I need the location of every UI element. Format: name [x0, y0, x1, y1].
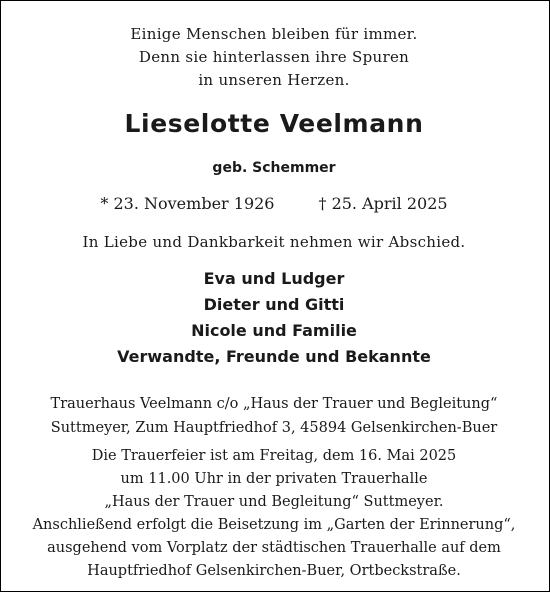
ceremony-line-6: Hauptfriedhof Gelsenkirchen-Buer, Ortbeckstraße.: [87, 563, 461, 579]
mourner-line-3: Nicole und Familie: [191, 321, 357, 340]
ceremony-line-5: ausgehend vom Vorplatz der städtischen Trauerhalle auf dem: [47, 540, 501, 556]
farewell-text: In Liebe und Dankbarkeit nehmen wir Abschied.: [82, 233, 466, 251]
deceased-name: Lieselotte Veelmann: [124, 109, 424, 138]
quote-line-3: in unseren Herzen.: [198, 71, 350, 89]
mourning-house-address: [0, 392, 548, 440]
quote-line-1: Einige Menschen bleiben für immer.: [130, 25, 418, 43]
memorial-quote: [0, 23, 548, 92]
ceremony-line-2: um 11.00 Uhr in der privaten Trauerhalle: [120, 471, 428, 487]
birth-date: * 23. November 1926: [100, 194, 275, 213]
mourners-list: [0, 266, 548, 370]
ceremony-line-3: „Haus der Trauer und Begleitung“ Suttmeyer.: [104, 494, 444, 510]
ceremony-line-1: Die Trauerfeier ist am Freitag, dem 16. Mai 2025: [91, 448, 457, 464]
address-line-2: Suttmeyer, Zum Hauptfriedhof 3, 45894 Gelsenkirchen-Buer: [50, 420, 498, 436]
maiden-name: geb. Schemmer: [212, 160, 336, 176]
ceremony-line-4: Anschließend erfolgt die Beisetzung im „Garten der Erinnerung“,: [32, 517, 516, 533]
mourner-line-4: Verwandte, Freunde und Bekannte: [117, 347, 431, 366]
mourner-line-2: Dieter und Gitti: [203, 295, 345, 314]
life-dates: [0, 193, 548, 215]
quote-line-2: Denn sie hinterlassen ihre Spuren: [138, 48, 410, 66]
death-date: † 25. April 2025: [318, 194, 448, 213]
mourner-line-1: Eva und Ludger: [203, 269, 345, 288]
address-line-1: Trauerhaus Veelmann c/o „Haus der Trauer und Begleitung“: [50, 396, 498, 412]
ceremony-details: [0, 445, 548, 583]
